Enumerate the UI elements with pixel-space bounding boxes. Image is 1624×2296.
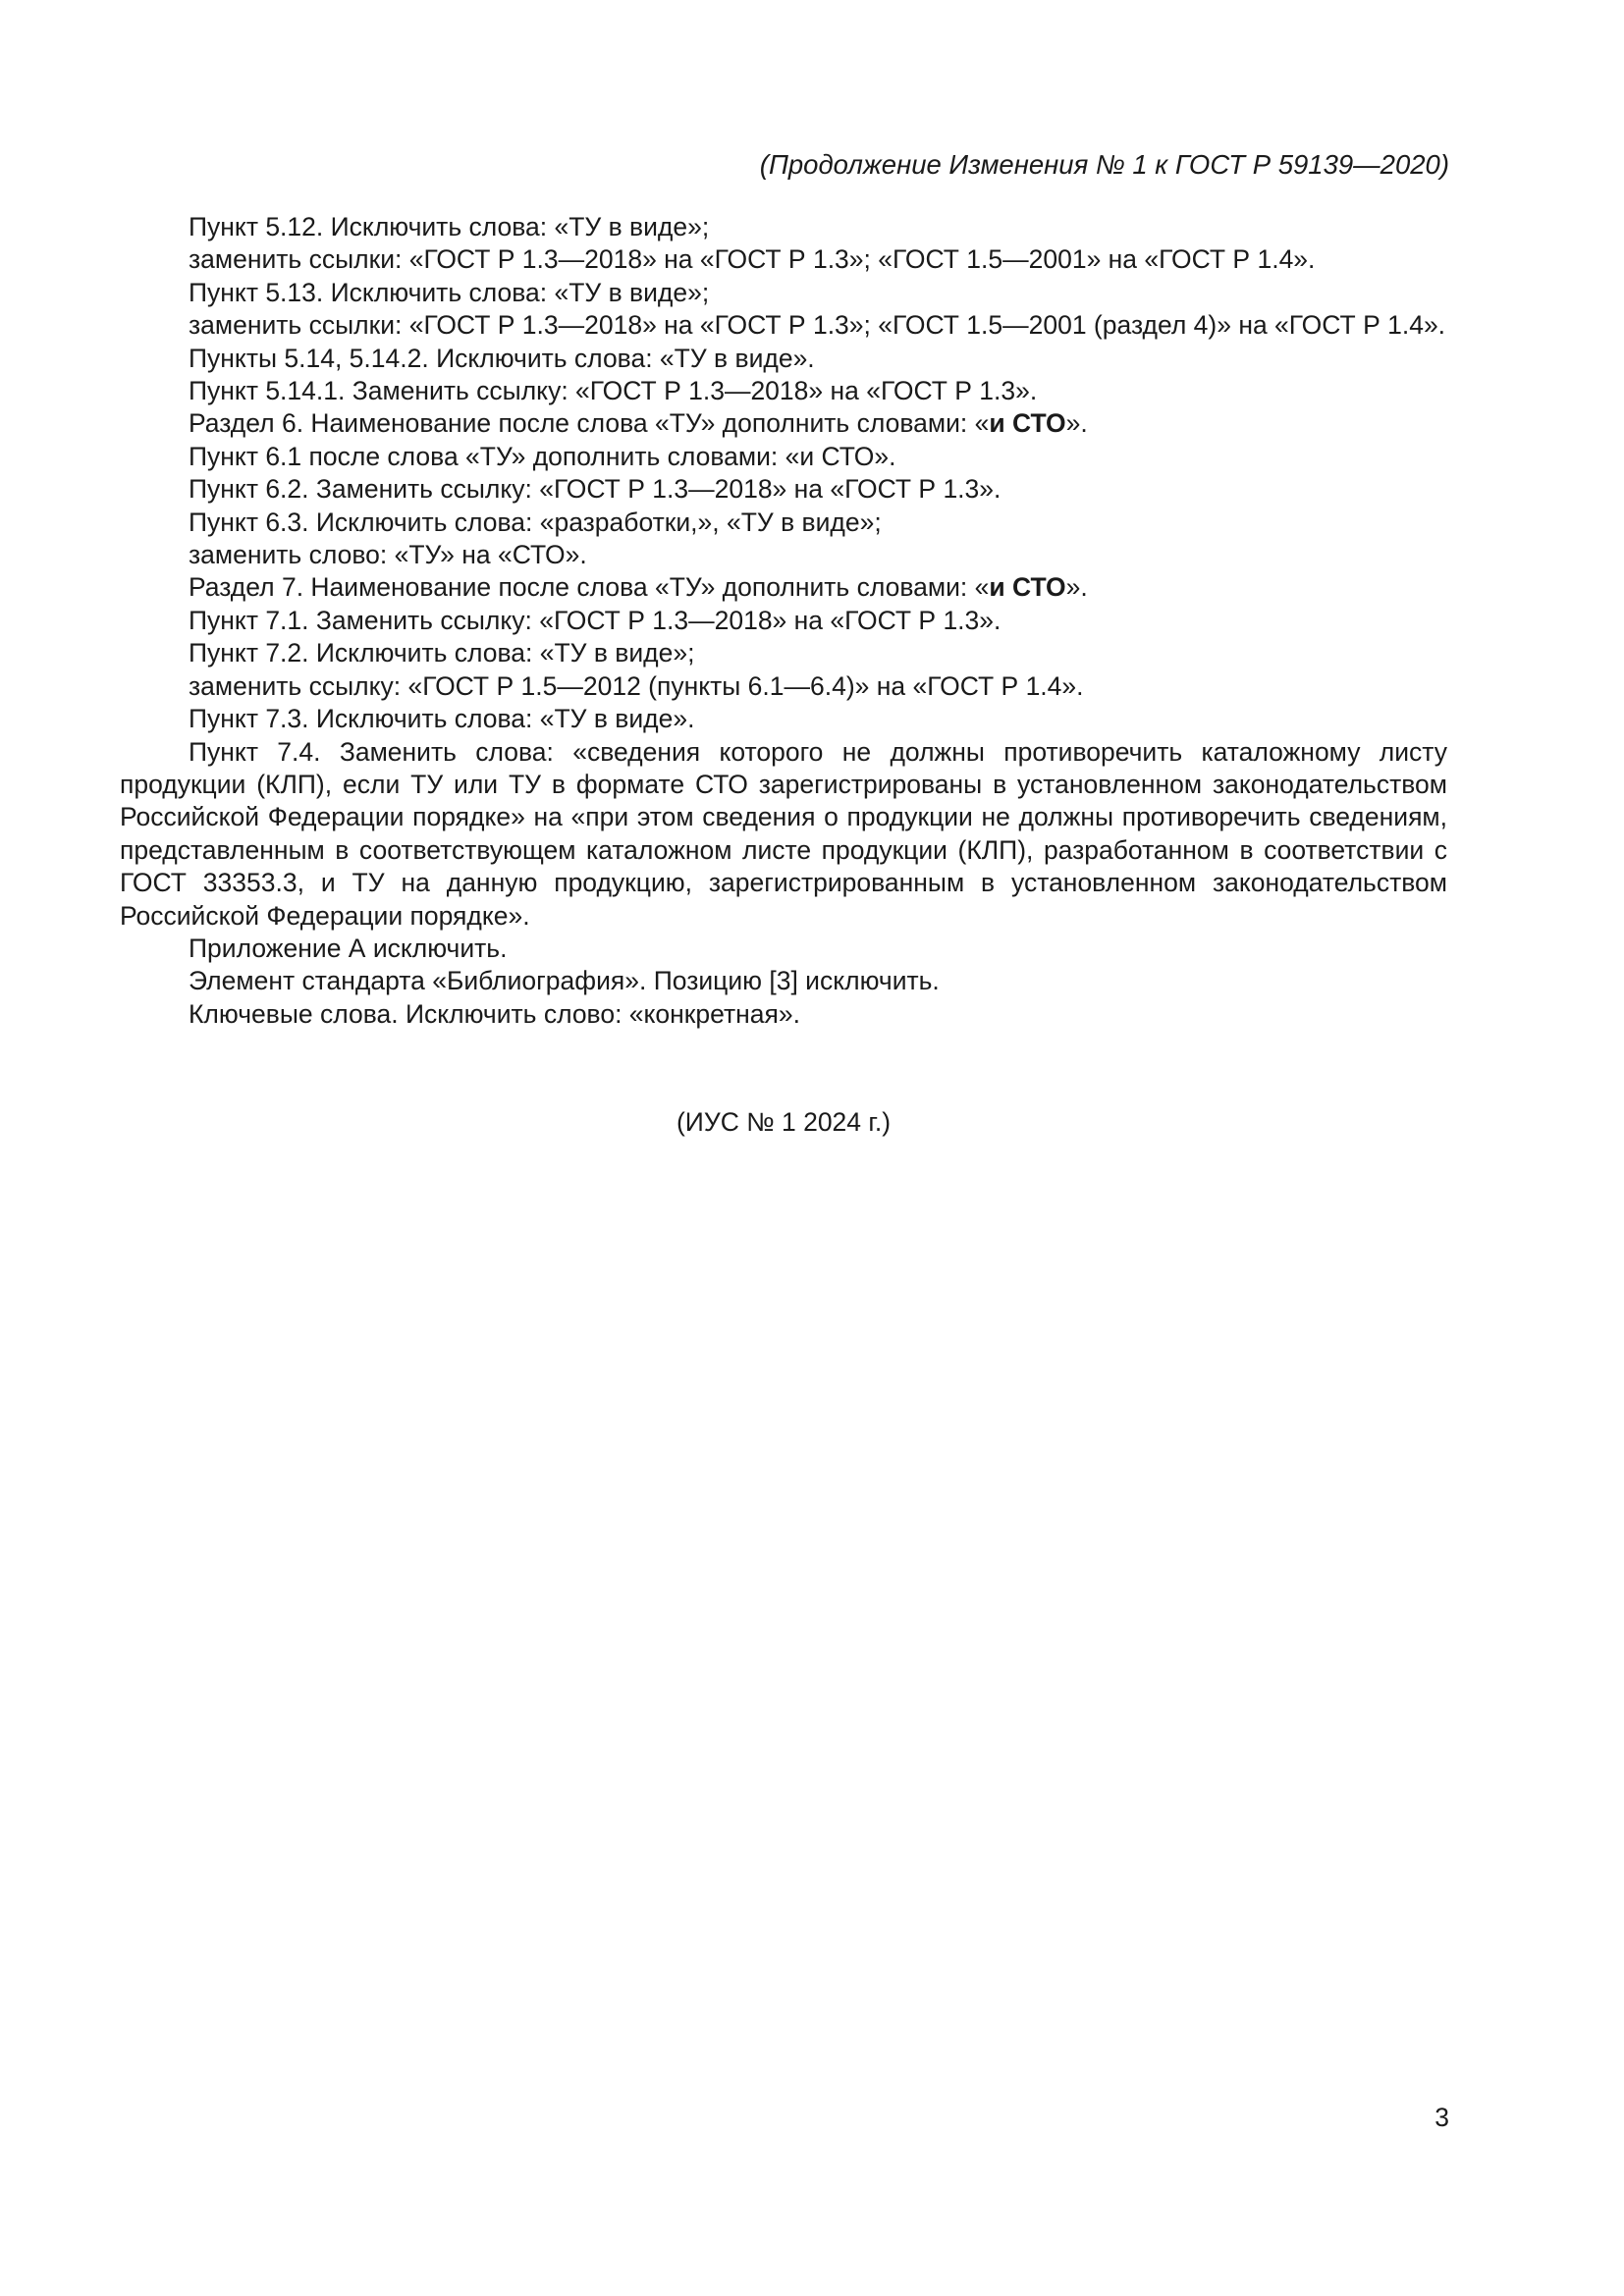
paragraph: Пункт 6.3. Исключить слова: «разработки,», «ТУ в виде»; xyxy=(189,507,882,537)
paragraph: Пункт 7.2. Исключить слова: «ТУ в виде»; xyxy=(189,638,695,668)
paragraph-text: ». xyxy=(1065,572,1088,603)
amendment-text xyxy=(120,211,1447,1031)
paragraph: Пункт 5.13. Исключить слова: «ТУ в виде»; xyxy=(189,277,710,307)
paragraph: Пункт 5.12. Исключить слова: «ТУ в виде»; xyxy=(189,212,710,241)
paragraph: Пункт 7.1. Заменить ссылку: «ГОСТ Р 1.3—2018» на «ГОСТ Р 1.3». xyxy=(189,605,1001,635)
paragraph-section-7-title xyxy=(120,571,1447,604)
paragraph: заменить ссылки: «ГОСТ Р 1.3—2018» на «ГОСТ Р 1.3»; «ГОСТ 1.5—2001 (раздел 4)» на «ГОСТ Р 1.4». xyxy=(189,310,1446,341)
paragraph: Пункт 6.2. Заменить ссылку: «ГОСТ Р 1.3—2018» на «ГОСТ Р 1.3». xyxy=(189,474,1001,505)
paragraph-section-6-title xyxy=(120,407,1447,440)
paragraph: Пункт 7.3. Исключить слова: «ТУ в виде». xyxy=(189,704,695,734)
bold-insert: и СТО xyxy=(989,408,1066,439)
paragraph-text: ». xyxy=(1065,408,1088,439)
paragraph: Элемент стандарта «Библиография». Позицию [3] исключить. xyxy=(189,966,940,996)
continuation-header: (Продолжение Изменения № 1 к ГОСТ Р 59139—2020) xyxy=(759,149,1449,180)
paragraph: Пункт 7.4. Заменить слова: «сведения которого не должны противоречить каталожному листу продукции (КЛП), если ТУ или ТУ в формате СТО зарегистрированы в установленном законодательством Российской Федерации порядке» на «при этом сведения о продукции не должны противоречить сведениям, представленным в соответствующем каталожном листе продукции (КЛП), разработанном в соответствии с ГОСТ 33353.3, и ТУ на данную продукцию, зарегистрированным в установленном законодательством Российской Федерации порядке». xyxy=(120,736,1447,931)
bold-insert: и СТО xyxy=(989,572,1066,603)
paragraph: заменить слово: «ТУ» на «СТО». xyxy=(189,540,587,570)
paragraph: заменить ссылки: «ГОСТ Р 1.3—2018» на «ГОСТ Р 1.3»; «ГОСТ 1.5—2001» на «ГОСТ Р 1.4». xyxy=(189,244,1316,275)
paragraph: Пункты 5.14, 5.14.2. Исключить слова: «ТУ в виде». xyxy=(189,343,815,373)
paragraph-text: Раздел 7. Наименование после слова «ТУ» дополнить словами: « xyxy=(189,572,990,603)
page-number: 3 xyxy=(1435,2103,1449,2132)
paragraph: Пункт 5.14.1. Заменить ссылку: «ГОСТ Р 1.3—2018» на «ГОСТ Р 1.3». xyxy=(189,376,1038,406)
paragraph: Ключевые слова. Исключить слово: «конкретная». xyxy=(189,998,800,1029)
paragraph-text: Раздел 6. Наименование после слова «ТУ» дополнить словами: « xyxy=(189,408,990,439)
ius-reference: (ИУС № 1 2024 г.) xyxy=(676,1107,892,1137)
paragraph: Приложение А исключить. xyxy=(189,933,508,963)
paragraph: Пункт 6.1 после слова «ТУ» дополнить словами: «и СТО». xyxy=(189,441,896,471)
paragraph: заменить ссылку: «ГОСТ Р 1.5—2012 (пункты 6.1—6.4)» на «ГОСТ Р 1.4». xyxy=(189,670,1084,701)
